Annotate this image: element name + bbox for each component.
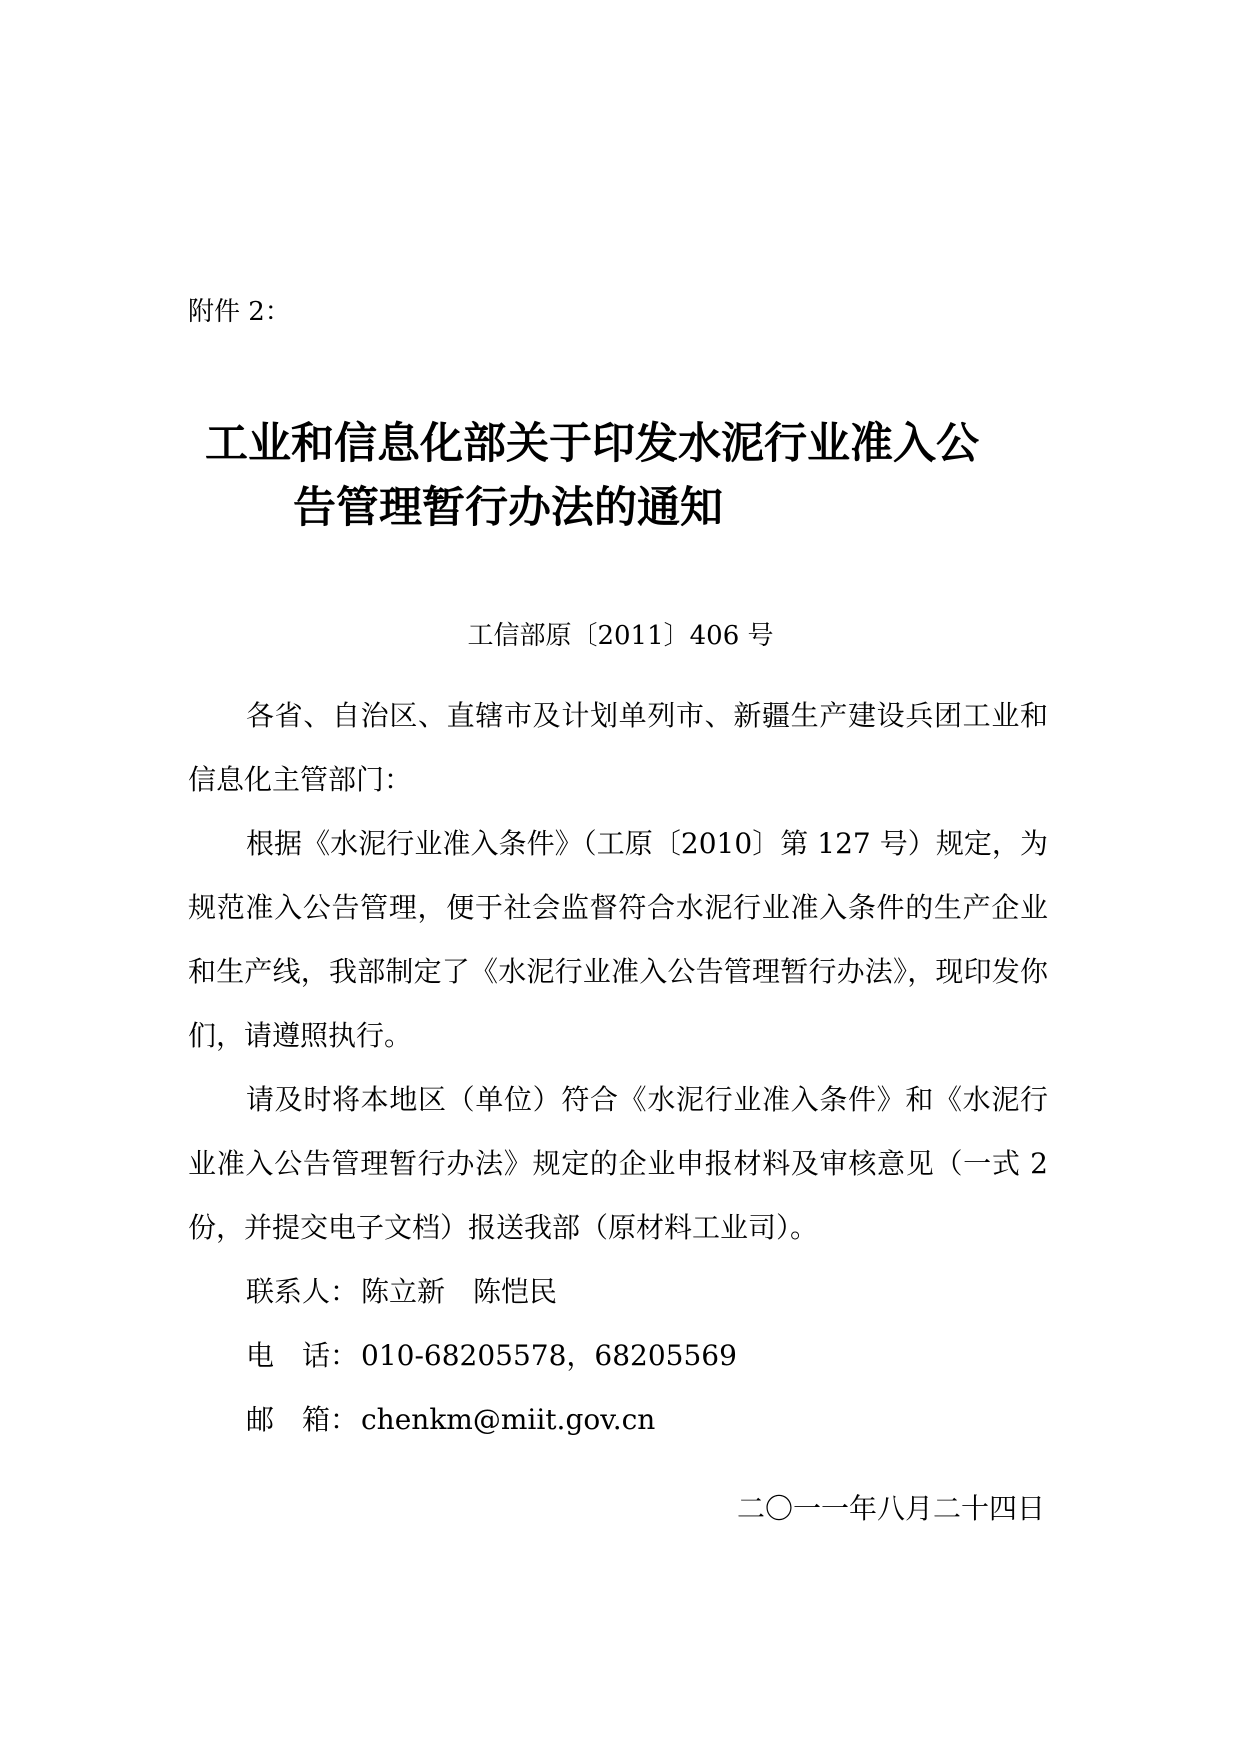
document-title [205,412,1105,540]
email-value: chenkm@miit.gov.cn [361,1403,656,1436]
body-paragraph-1: 根据《水泥行业准入条件》（工原〔2010〕第 127 号）规定，为规范准入公告管理，便于社会监督符合水泥行业准入条件的生产企业和生产线，我部制定了《水泥行业准入公告管理暂行办法》，现印发你们，请遵照执行。 [188,827,1048,1052]
email-label: 邮 箱： [246,1403,359,1436]
document-date: 二〇一一年八月二十四日 [736,1492,1045,1525]
title-line-2: 告管理暂行办法的通知 [293,483,723,533]
title-line-1: 工业和信息化部关于印发水泥行业准入公 [205,419,979,469]
phone-label: 电 话： [246,1339,359,1372]
document-number: 工信部原〔2011〕406 号 [467,621,774,651]
contact-person-label: 联系人： [246,1275,359,1308]
body-paragraph-2: 请及时将本地区（单位）符合《水泥行业准入条件》和《水泥行业准入公告管理暂行办法》规定的企业申报材料及审核意见（一式 2份，并提交电子文档）报送我部（原材料工业司）。 [188,1083,1048,1244]
phone-line [188,1324,1048,1388]
salutation: 各省、自治区、直辖市及计划单列市、新疆生产建设兵团工业和信息化主管部门： [188,699,1048,796]
contact-person-line [188,1260,1048,1324]
attachment-label: 附件 2： [188,297,291,327]
contact-person-value: 陈立新 陈恺民 [361,1275,558,1308]
email-line [188,1388,1048,1452]
phone-value: 010-68205578，68205569 [361,1339,737,1372]
document-body [188,684,1048,1452]
